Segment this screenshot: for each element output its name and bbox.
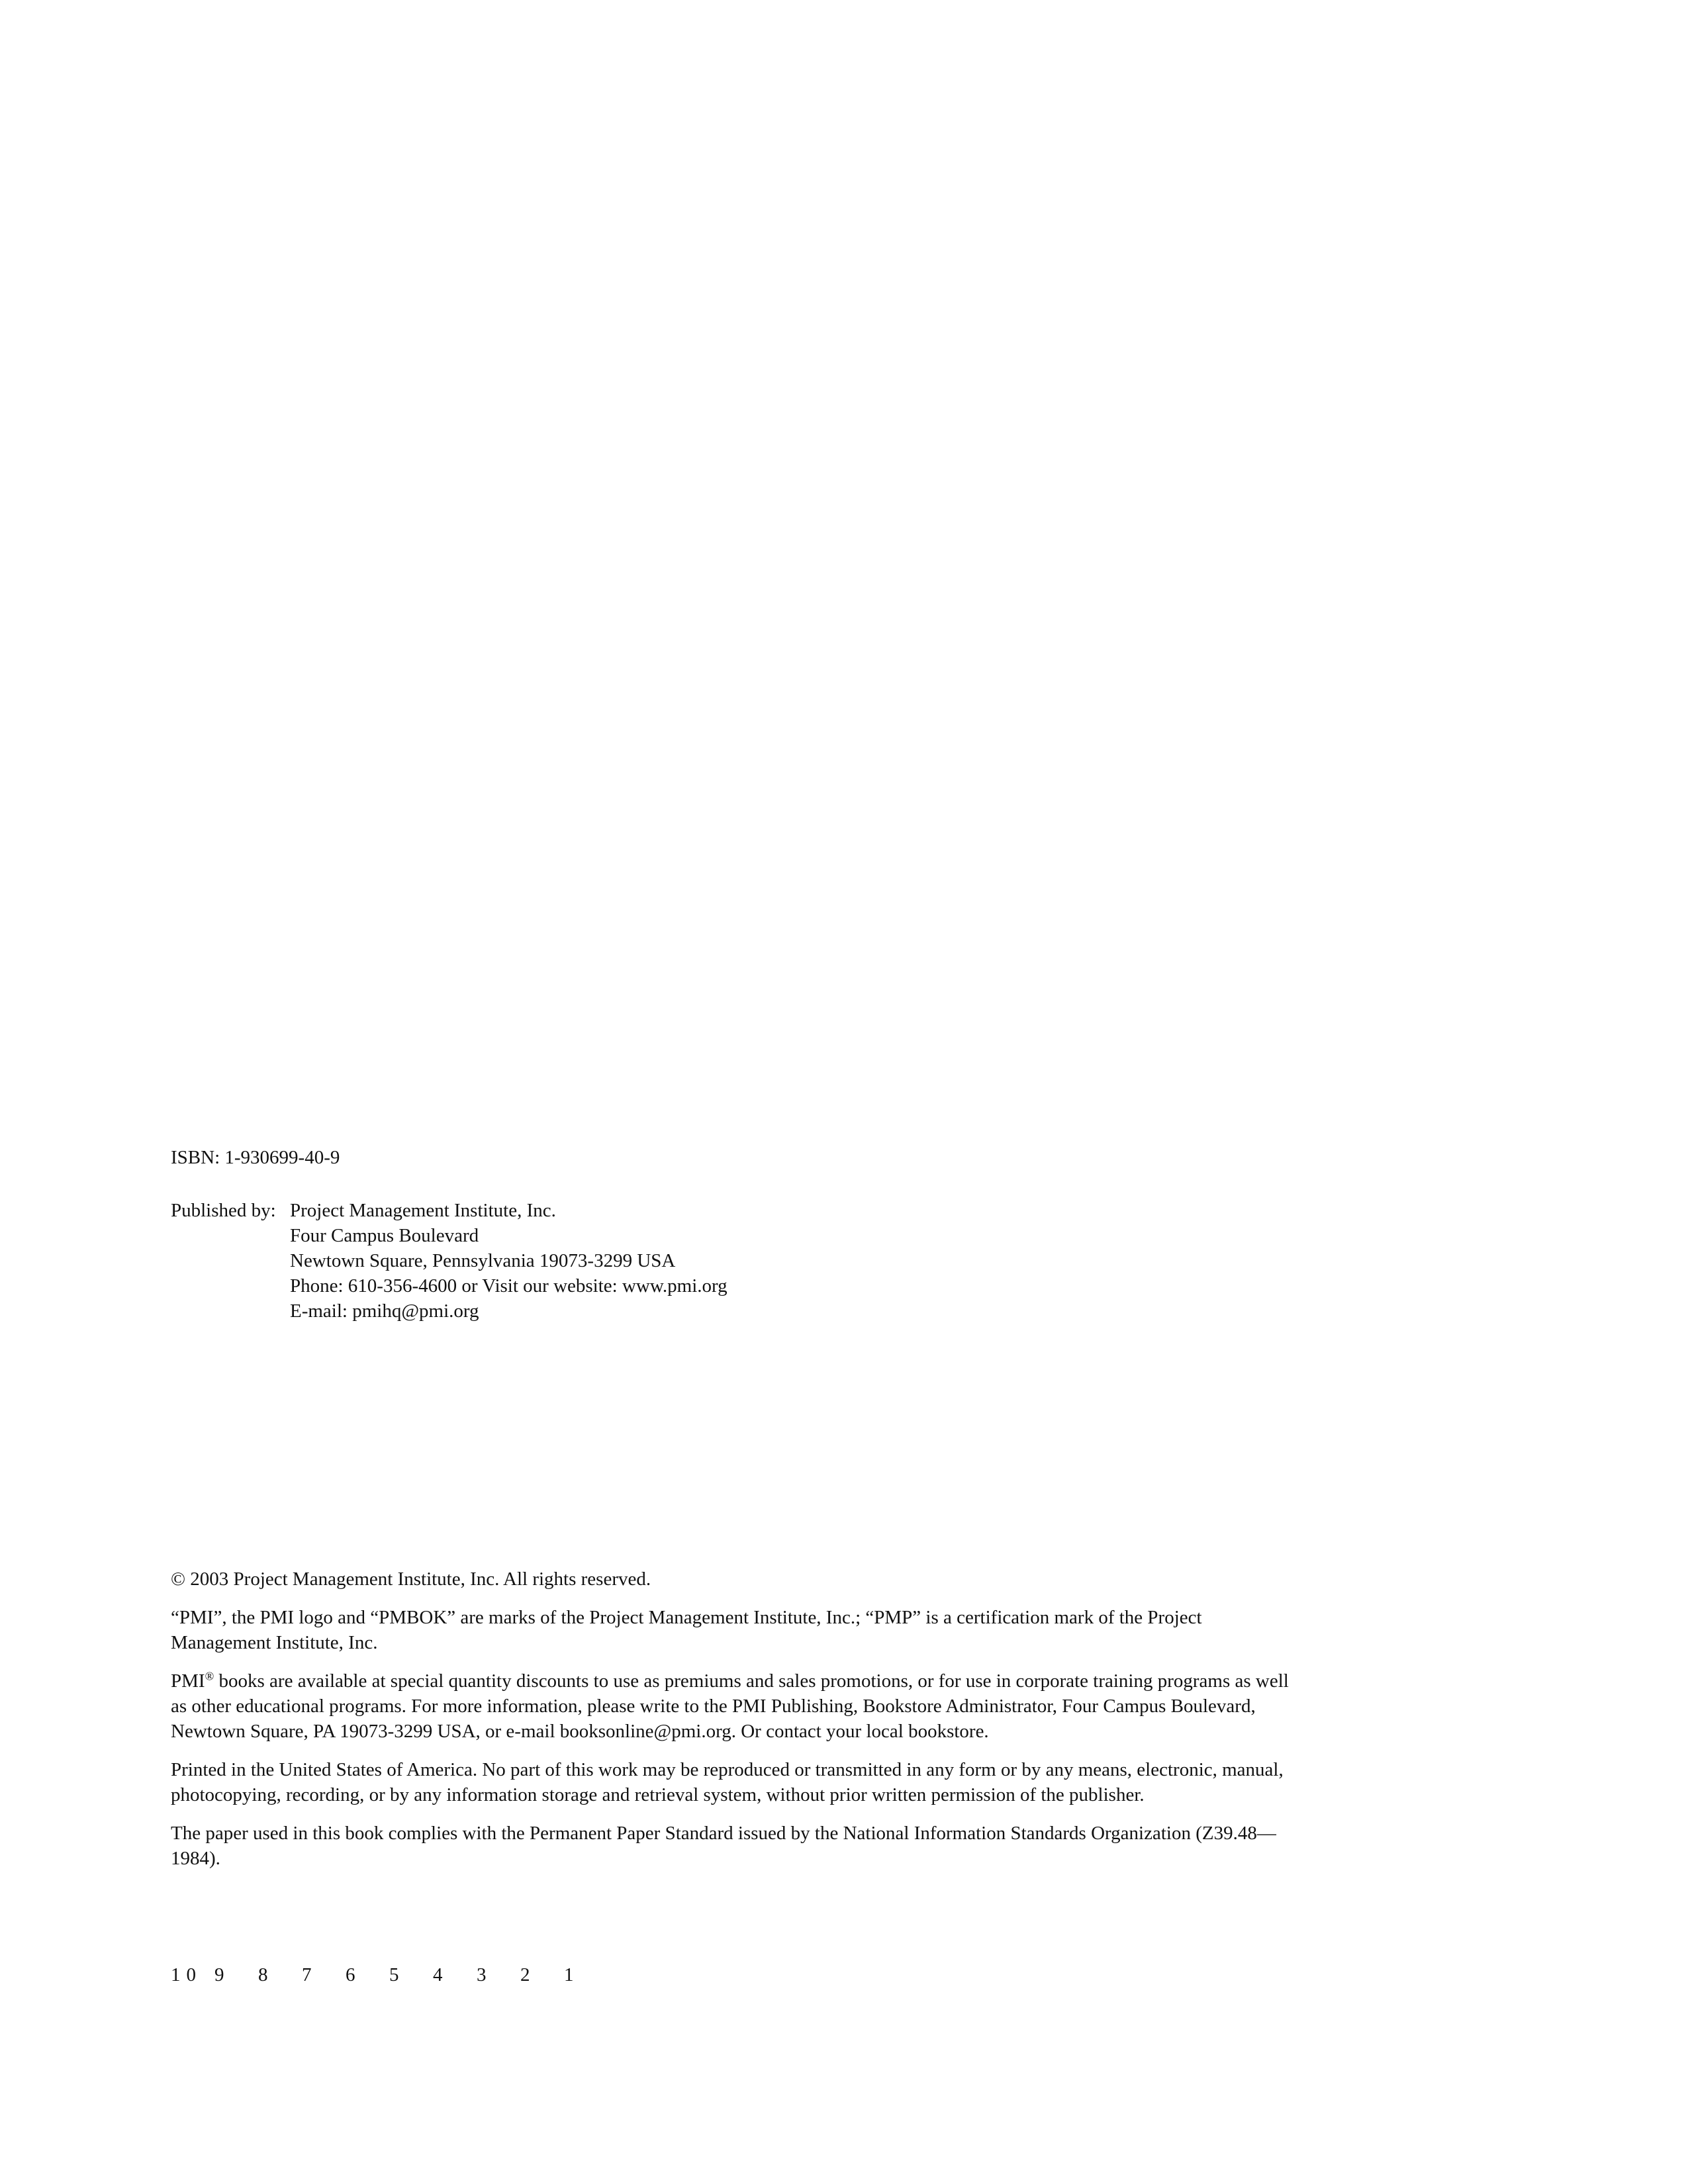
publisher-lines bbox=[290, 1198, 727, 1324]
pmi-text: PMI bbox=[171, 1670, 205, 1692]
publisher-row bbox=[171, 1198, 727, 1324]
printing-number: 4 bbox=[433, 1964, 443, 1985]
publisher-label: Published by: bbox=[171, 1200, 276, 1221]
publisher-phone-website: Phone: 610-356-4600 or Visit our website: www.pmi.org bbox=[290, 1275, 727, 1297]
paper-standard-notice: The paper used in this book complies with the Permanent Paper Standard issued by the National Information Standards Organization (Z39.48—1984). bbox=[171, 1823, 1276, 1869]
printing-number: 6 bbox=[346, 1964, 355, 1985]
publisher-email: E-mail: pmihq@pmi.org bbox=[290, 1300, 479, 1322]
legal-notices bbox=[171, 1567, 1289, 1884]
copyright-notice: © 2003 Project Management Institute, Inc. All rights reserved. bbox=[171, 1569, 651, 1590]
publisher-street: Four Campus Boulevard bbox=[290, 1225, 479, 1246]
printed-notice: Printed in the United States of America. No part of this work may be reproduced or transmitted in any form or by any means, electronic, manual, photocopying, recording, or by any information storage and retrieval system, without prior written permission of the publisher. bbox=[171, 1759, 1284, 1805]
publisher-block bbox=[171, 1198, 727, 1324]
bulk-sales-text: books are available at special quantity discounts to use as premiums and sales promotions, or for use in corporate training programs as well as other educational programs. For more information, please write to the PMI Publishing, Bookstore Administrator, Four Campus Boulevard, Newtown Square, PA 19073-3299 USA, or e-mail booksonline@pmi.org. Or contact your local bookstore. bbox=[171, 1670, 1289, 1742]
printing-number: 3 bbox=[477, 1964, 487, 1985]
printing-number: 5 bbox=[389, 1964, 399, 1985]
bulk-sales-notice bbox=[171, 1668, 1289, 1744]
printing-number: 1 bbox=[564, 1964, 574, 1985]
printing-line bbox=[171, 1962, 608, 1987]
trademark-notice: “PMI”, the PMI logo and “PMBOK” are marks of the Project Management Institute, Inc.; “PMP” is a certification mark of the Project Management Institute, Inc. bbox=[171, 1607, 1202, 1653]
printing-number: 8 bbox=[258, 1964, 268, 1985]
printing-number: 10 bbox=[171, 1964, 202, 1985]
publisher-city: Newtown Square, Pennsylvania 19073-3299 USA bbox=[290, 1250, 676, 1271]
isbn: ISBN: 1-930699-40-9 bbox=[171, 1147, 340, 1168]
publisher-name: Project Management Institute, Inc. bbox=[290, 1200, 556, 1221]
printing-number: 7 bbox=[302, 1964, 312, 1985]
printing-number: 9 bbox=[214, 1964, 224, 1985]
printing-number: 2 bbox=[520, 1964, 530, 1985]
registered-mark: ® bbox=[205, 1669, 214, 1683]
